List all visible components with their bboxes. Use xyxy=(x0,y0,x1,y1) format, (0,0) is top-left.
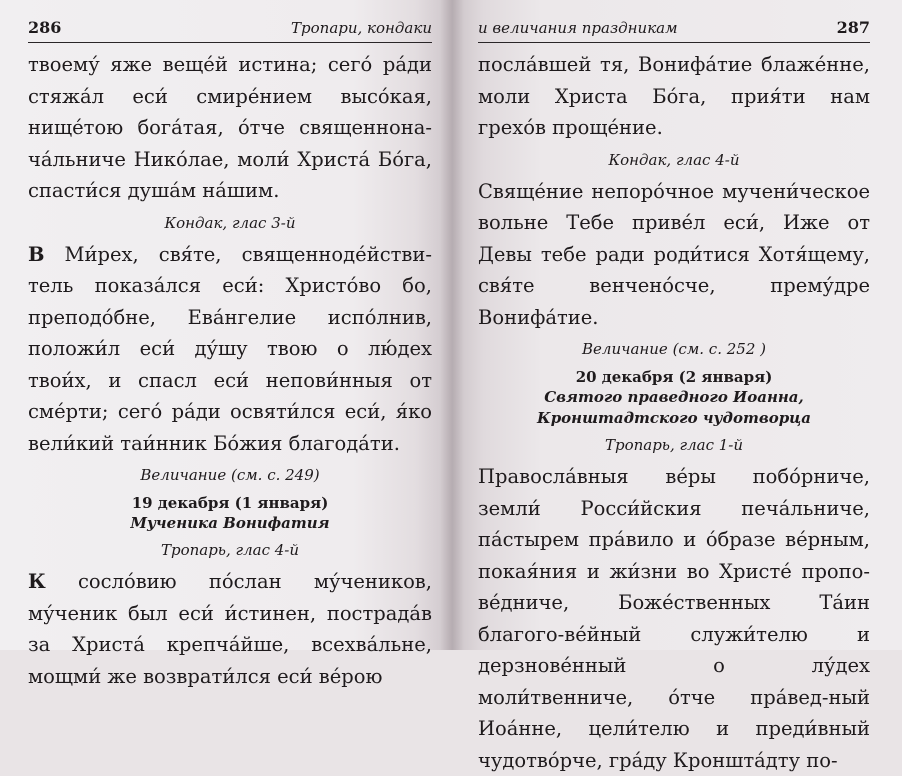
right-page-text xyxy=(478,49,870,776)
initial-letter: С xyxy=(478,179,493,203)
right-page xyxy=(452,0,902,772)
saint-title-line-1: Святого праведного Иоанна, xyxy=(544,388,804,406)
kondak-heading: Кондак, глас 3-й xyxy=(164,213,296,232)
saint-title-line-2: Кронштадтского чудотворца xyxy=(537,409,811,427)
paragraph xyxy=(28,239,432,460)
kondak-heading: Кондак, глас 4-й xyxy=(608,150,740,169)
troparion-heading: Тропарь, глас 1-й xyxy=(604,436,744,454)
troparion-heading: Тропарь, глас 4-й xyxy=(160,541,300,559)
running-head-left: Тропари, кондаки xyxy=(291,19,432,37)
initial-letter: П xyxy=(478,465,496,488)
paragraph-text: Ми́рех, свя́те, священноде́йстви-тель показа́лся еси́: Христо́во бо, преподо́бне, Ева́нгелие испо́лнив, положи́л еси́ ду́шу твою о лю́дех твои́х, и спасл еси́ непови́нныя от сме́рти; сего́ ра́ди освяти́лся еси́, я́ко вели́кий таи́нник Бо́жия благода́ти. xyxy=(28,242,432,455)
page-number-right: 287 xyxy=(836,18,870,37)
initial-letter: В xyxy=(28,242,45,266)
left-page xyxy=(0,0,452,688)
right-page-header xyxy=(478,18,870,43)
paragraph-text: равосла́вныя ве́ры побо́рниче, земли́ Росси́йския печа́льниче, па́стырем пра́вило и о́бразе ве́рным, покая́ния и жи́зни во Христе́ пропо-ве́дниче, Боже́ственных Та́ин благого-ве́йный служи́телю и дерзнове́нный о лу́дех моли́твенниче, о́тче пра́вед-ный Иоа́нне, цели́телю и преди́вный чудотво́рче, гра́ду Кроншта́дту по- xyxy=(478,465,870,772)
left-page-text xyxy=(28,49,432,692)
running-head-right: и величания праздникам xyxy=(478,19,678,37)
page-number-left: 286 xyxy=(28,18,62,37)
saint-title: Мученика Вонифатия xyxy=(130,514,330,532)
paragraph: твоему́ яже веще́й истина; сего́ ра́ди стяжа́л еси́ смире́нием высо́кая, нище́тою бога́тая, о́тче священнона-ча́льниче Нико́лае, моли́ Христа́ Бо́га, спасти́ся душа́м на́шим. xyxy=(28,53,432,202)
paragraph-text: вяще́ние непоро́чное мучени́ческое вольне Тебе приве́л еси́, Иже от Девы тебе ради роди́тися Хотя́щему, свя́те венчено́сче, прему́дре Вонифа́тие. xyxy=(478,179,870,329)
feast-date: 19 декабря (1 января) xyxy=(131,494,329,512)
paragraph xyxy=(478,461,870,776)
paragraph xyxy=(478,176,870,334)
initial-letter: К xyxy=(28,570,46,593)
paragraph-text: сосло́вию по́слан му́чеников, му́ченик был еси́ и́стинен, пострада́в за Христа́ крепча́йше, всехва́льне, мощми́ же возврати́лся еси́ ве́рою xyxy=(28,570,432,688)
left-page-header xyxy=(28,18,432,43)
paragraph: посла́вшей тя, Вонифа́тие блаже́нне, моли Христа Бо́га, прия́ти нам грехо́в проще́ние. xyxy=(478,53,870,139)
paragraph xyxy=(28,566,432,692)
velichanie-reference: Величание (см. с. 249) xyxy=(140,466,320,484)
velichanie-reference: Величание (см. с. 252 ) xyxy=(582,340,766,358)
feast-date: 20 декабря (2 января) xyxy=(575,368,773,386)
